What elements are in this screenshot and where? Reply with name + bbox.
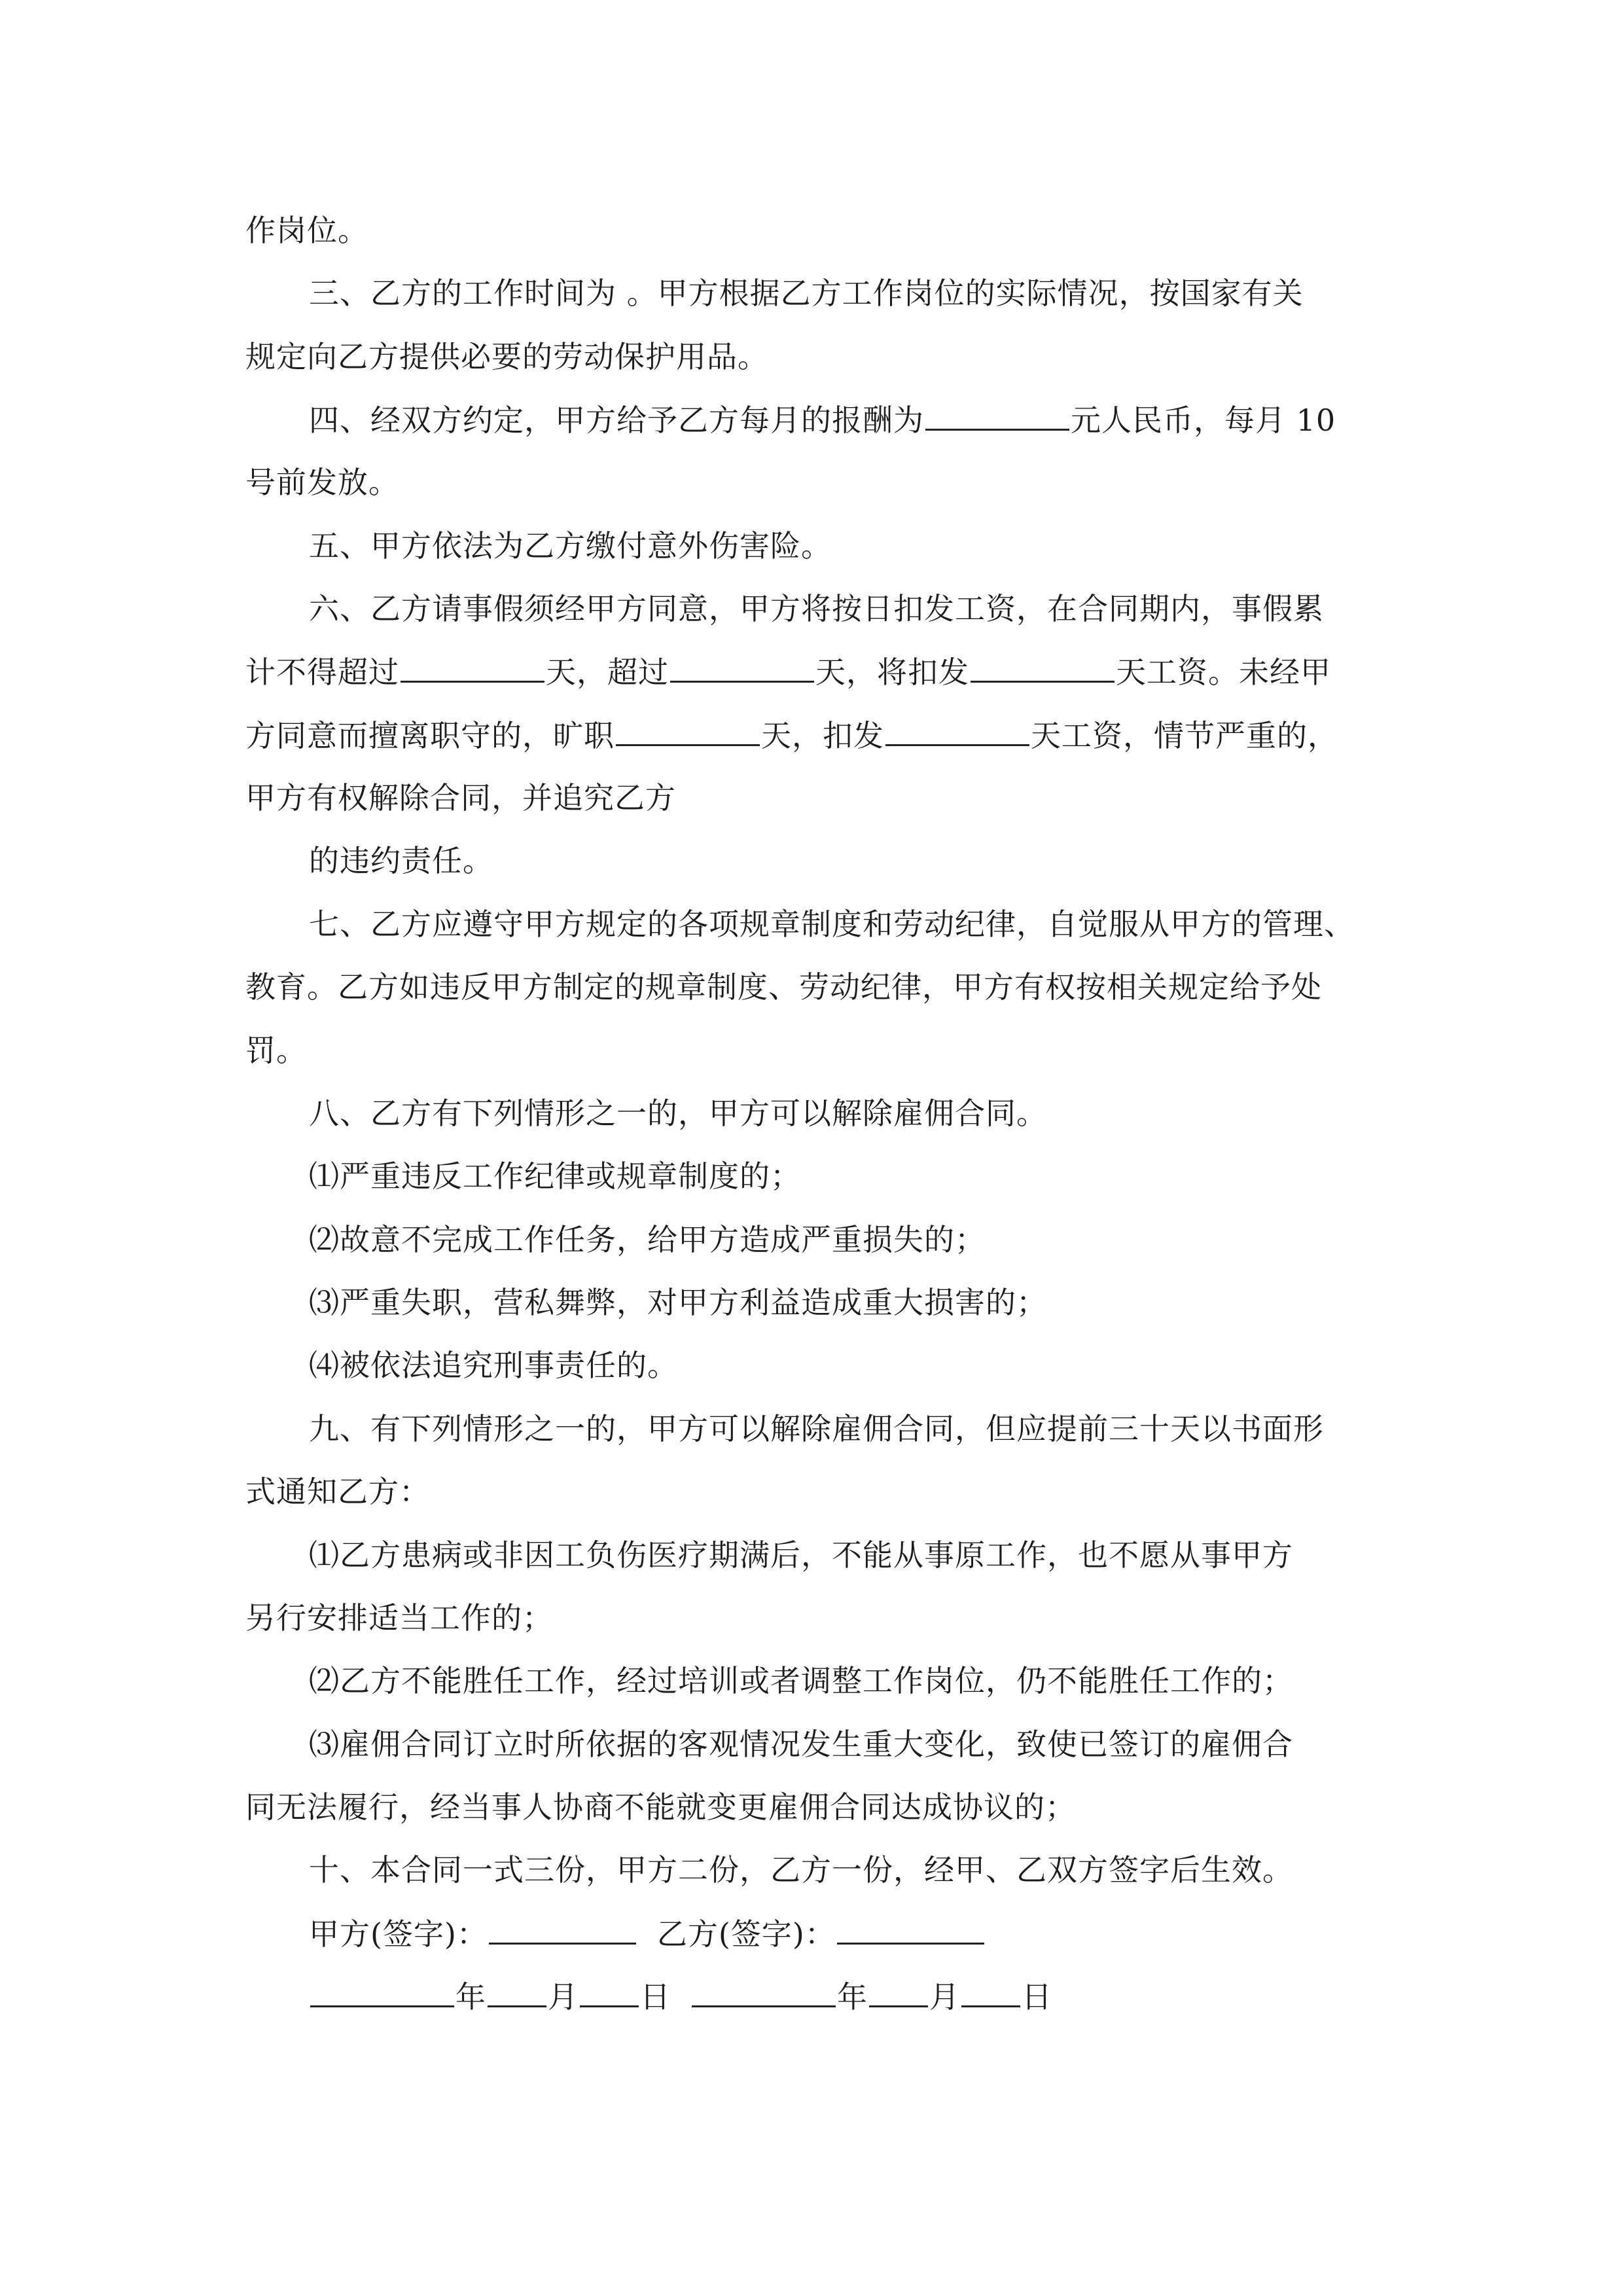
- signature-row: [309, 1914, 986, 1953]
- clause-8: 八、乙方有下列情形之一的，甲方可以解除雇佣合同。: [309, 1096, 1047, 1131]
- deduct-days-blank[interactable]: [971, 652, 1115, 683]
- clause-6-text: 计不得超过: [245, 655, 399, 690]
- clause-6-text: 天，超过: [546, 655, 669, 690]
- clause-7-line-1: 七、乙方应遵守甲方规定的各项规章制度和劳动纪律，自觉服从甲方的管理、: [309, 906, 1355, 942]
- month-label: 月: [548, 1979, 579, 2015]
- day-label: 日: [1022, 1979, 1052, 2015]
- date-row: [309, 1977, 1052, 2016]
- day-label: 日: [640, 1979, 671, 2015]
- clause-8-item-2: ⑵故意不完成工作任务，给甲方造成严重损失的；: [309, 1222, 986, 1257]
- clause-6-line-3: [245, 715, 1338, 755]
- clause-6-line-4: 甲方有权解除合同，并追究乙方: [245, 780, 676, 816]
- clause-9-item-1-line-1: ⑴乙方患病或非因工负伤医疗期满后，不能从事原工作，也不愿从事甲方: [309, 1537, 1293, 1573]
- clause-7-line-3: 罚。: [245, 1033, 307, 1068]
- absence-days-blank[interactable]: [616, 715, 760, 746]
- year-label: 年: [837, 1979, 868, 2015]
- clause-4-text-after: 元人民币，每月 10: [1071, 403, 1336, 438]
- text-line: 作岗位。: [245, 213, 368, 248]
- clause-6-line-1: 六、乙方请事假须经甲方同意，甲方将按日扣发工资，在合同期内，事假累: [309, 591, 1324, 626]
- clause-8-item-1: ⑴严重违反工作纪律或规章制度的；: [309, 1158, 801, 1194]
- clause-6-text: 天，将扣发: [815, 655, 969, 690]
- clause-6-text: 天工资。未经甲: [1116, 655, 1331, 690]
- party-b-day-blank[interactable]: [961, 1977, 1020, 2007]
- clause-9-item-2: ⑵乙方不能胜任工作，经过培训或者调整工作岗位，仍不能胜任工作的；: [309, 1663, 1293, 1698]
- party-b-year-blank[interactable]: [692, 1977, 836, 2007]
- party-b-signature-label: 乙方(签字)：: [656, 1916, 836, 1952]
- clause-9-item-1-line-2: 另行安排适当工作的；: [245, 1600, 553, 1636]
- clause-4-text-before: 四、经双方约定，甲方给予乙方每月的报酬为: [309, 403, 924, 438]
- year-label: 年: [455, 1979, 486, 2015]
- absence-deduct-blank[interactable]: [885, 715, 1029, 746]
- clause-5: 五、甲方依法为乙方缴付意外伤害险。: [309, 528, 832, 564]
- clause-6-text: 天工资，情节严重的，: [1031, 718, 1338, 753]
- clause-8-item-4: ⑷被依法追究刑事责任的。: [309, 1348, 678, 1383]
- clause-9-item-3-line-1: ⑶雇佣合同订立时所依据的客观情况发生重大变化，致使已签订的雇佣合: [309, 1727, 1293, 1762]
- clause-6-line-5: 的违约责任。: [309, 843, 493, 878]
- party-a-signature-blank[interactable]: [489, 1914, 636, 1945]
- party-a-month-blank[interactable]: [488, 1977, 546, 2007]
- clause-4-line-1: [309, 400, 1336, 439]
- clause-4-line-2: 号前发放。: [245, 465, 399, 500]
- clause-6-text: 天，扣发: [761, 718, 884, 753]
- leave-days-blank[interactable]: [401, 652, 544, 683]
- clause-6-line-2: [245, 652, 1331, 691]
- party-b-signature-blank[interactable]: [837, 1914, 984, 1945]
- month-label: 月: [929, 1979, 960, 2015]
- clause-7-line-2: 教育。乙方如违反甲方制定的规章制度、劳动纪律，甲方有权按相关规定给予处: [245, 969, 1322, 1005]
- exceed-days-blank[interactable]: [670, 652, 814, 683]
- clause-6-text: 方同意而擅离职守的，旷职: [245, 718, 615, 753]
- party-a-year-blank[interactable]: [310, 1977, 454, 2007]
- clause-3-line-1: 三、乙方的工作时间为 。甲方根据乙方工作岗位的实际情况，按国家有关: [309, 276, 1304, 311]
- party-a-signature-label: 甲方(签字)：: [309, 1916, 488, 1952]
- clause-9-line-1: 九、有下列情形之一的，甲方可以解除雇佣合同，但应提前三十天以书面形: [309, 1411, 1324, 1446]
- clause-9-line-2: 式通知乙方：: [245, 1474, 430, 1509]
- party-b-month-blank[interactable]: [869, 1977, 928, 2007]
- clause-3-line-2: 规定向乙方提供必要的劳动保护用品。: [245, 339, 768, 374]
- clause-10: 十、本合同一式三份，甲方二份，乙方一份，经甲、乙双方签字后生效。: [309, 1852, 1293, 1888]
- party-a-day-blank[interactable]: [580, 1977, 639, 2007]
- clause-9-item-3-line-2: 同无法履行，经当事人协商不能就变更雇佣合同达成协议的；: [245, 1789, 1076, 1825]
- salary-blank[interactable]: [925, 400, 1069, 431]
- clause-8-item-3: ⑶严重失职，营私舞弊，对甲方利益造成重大损害的；: [309, 1285, 1047, 1320]
